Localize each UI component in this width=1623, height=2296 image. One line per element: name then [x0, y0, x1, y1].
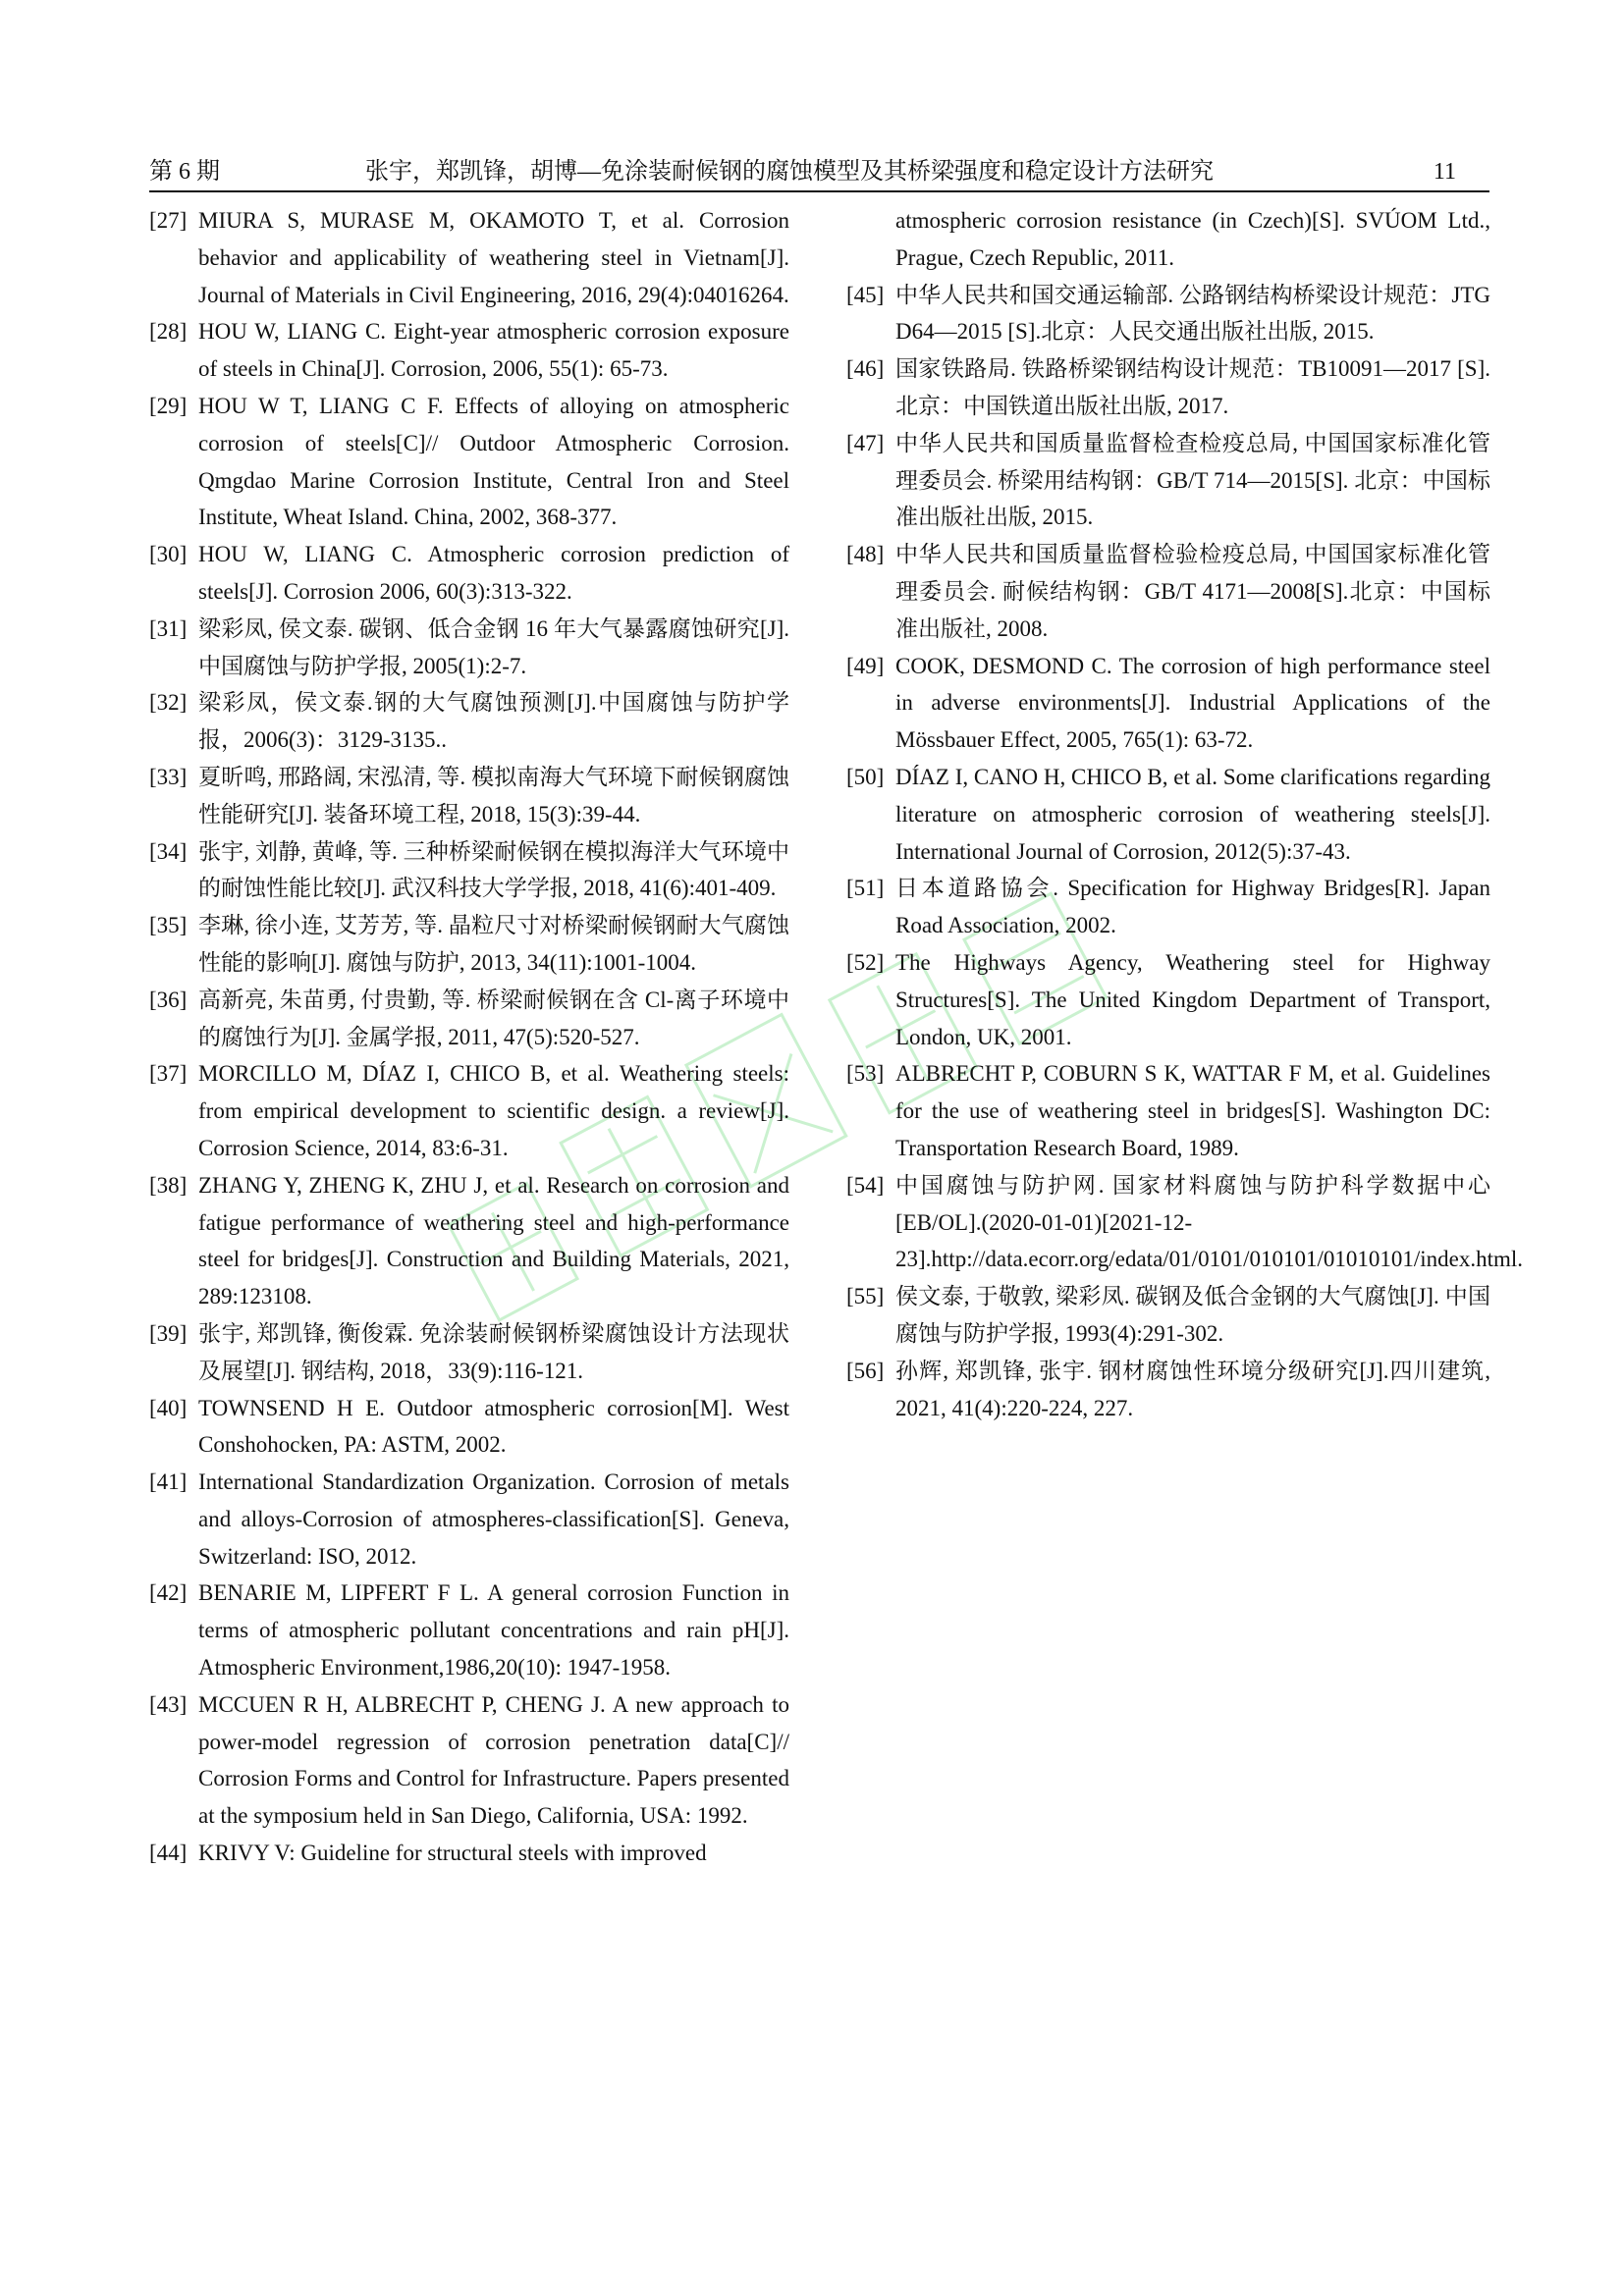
reference-entry: [846, 1278, 1490, 1353]
reference-entry: [149, 202, 789, 313]
reference-text: ALBRECHT P, COBURN S K, WATTAR F M, et al. Guidelines for the use of weathering steel in bridges[S]. Washington DC: Transportation Research Board, 1989.: [895, 1061, 1490, 1160]
reference-entry: [149, 833, 789, 908]
reference-44-continuation: atmospheric corrosion resistance (in Czech)[S]. SVÚOM Ltd., Prague, Czech Republic, 2011.: [895, 208, 1490, 270]
reference-number: [45]: [846, 282, 885, 307]
reference-entry: [846, 870, 1490, 944]
reference-number: [30]: [149, 542, 188, 567]
reference-number: [33]: [149, 764, 188, 789]
reference-entry: [149, 1835, 789, 1872]
reference-text: HOU W, LIANG C. Eight-year atmospheric corrosion exposure of steels in China[J]. Corrosion, 2006, 55(1): 65-73.: [198, 319, 789, 382]
reference-entry: [149, 1055, 789, 1166]
reference-entry: [149, 907, 789, 982]
reference-number: [36]: [149, 987, 188, 1012]
reference-number: [47]: [846, 430, 885, 455]
reference-text: BENARIE M, LIPFERT F L. A general corrosion Function in terms of atmospheric pollutant concentrations and rain pH[J]. Atmospheric Environment,1986,20(10): 1947-1958.: [198, 1580, 789, 1681]
reference-text: 梁彩凤, 侯文泰. 碳钢、低合金钢 16 年大气暴露腐蚀研究[J].中国腐蚀与防护学报, 2005(1):2-7.: [198, 615, 789, 678]
reference-number: [52]: [846, 949, 885, 975]
reference-number: [29]: [149, 393, 188, 418]
reference-number: [51]: [846, 876, 885, 901]
issue-label: 第 6 期: [149, 159, 220, 185]
reference-text: 侯文泰, 于敬敦, 梁彩凤. 碳钢及低合金钢的大气腐蚀[J]. 中国腐蚀与防护学报, 1993(4):291-302.: [895, 1284, 1490, 1346]
reference-number: [35]: [149, 913, 188, 938]
reference-number: [28]: [149, 319, 188, 345]
reference-entry: [846, 1167, 1524, 1278]
reference-number: [53]: [846, 1061, 885, 1087]
reference-text: HOU W T, LIANG C F. Effects of alloying on atmospheric corrosion of steels[C]// Outdoor Atmospheric Corrosion. Qmgdao Marine Corrosion Institute, Central Iron and Steel Institute, Wheat Island. China, 2002, 368-377.: [198, 393, 789, 530]
reference-entry: [846, 944, 1490, 1055]
reference-text: 夏昕鸣, 邢路阔, 宋泓清, 等. 模拟南海大气环境下耐候钢腐蚀性能研究[J]. 装备环境工程, 2018, 15(3):39-44.: [198, 764, 789, 827]
reference-entry: [846, 536, 1490, 647]
reference-text: MIURA S, MURASE M, OKAMOTO T, et al. Corrosion behavior and applicability of weathering steel in Vietnam[J]. Journal of Materials in Civil Engineering, 2016, 29(4):04016264.: [198, 208, 789, 307]
reference-text: HOU W, LIANG C. Atmospheric corrosion prediction of steels[J]. Corrosion 2006, 60(3):313-322.: [198, 542, 789, 604]
reference-text: 李琳, 徐小连, 艾芳芳, 等. 晶粒尺寸对桥梁耐候钢耐大气腐蚀性能的影响[J]. 腐蚀与防护, 2013, 34(11):1001-1004.: [198, 913, 789, 975]
reference-text: 梁彩凤，侯文泰.钢的大气腐蚀预测[J].中国腐蚀与防护学报，2006(3)：3129-3135..: [198, 690, 789, 753]
reference-entry: [846, 350, 1490, 425]
running-title: 张宇，郑凯锋，胡博—免涂装耐候钢的腐蚀模型及其桥梁强度和稳定设计方法研究: [365, 159, 1214, 185]
reference-entry: [149, 1575, 789, 1685]
running-header: [149, 155, 1489, 192]
reference-text: 中华人民共和国质量监督检验检疫总局, 中国国家标准化管理委员会. 耐候结构钢：GB/T 4171—2008[S].北京：中国标准出版社, 2008.: [895, 542, 1490, 641]
reference-entry: [846, 277, 1490, 351]
reference-text: International Standardization Organization. Corrosion of metals and alloys-Corrosion of atmospheres-classification[S]. Geneva, Switzerland: ISO, 2012.: [198, 1469, 789, 1569]
reference-text: DÍAZ I, CANO H, CHICO B, et al. Some clarifications regarding literature on atmospheric corrosion of weathering steels[J]. International Journal of Corrosion, 2012(5):37-43.: [895, 764, 1490, 864]
reference-entry: [846, 425, 1490, 536]
reference-text: MORCILLO M, DÍAZ I, CHICO B, et al. Weathering steels: from empirical development to scientific design. a review[J]. Corrosion Science, 2014, 83:6-31.: [198, 1061, 789, 1160]
reference-entry: [149, 982, 789, 1056]
reference-number: [40]: [149, 1395, 188, 1420]
reference-number: [46]: [846, 356, 885, 382]
reference-text: The Highways Agency, Weathering steel for Highway Structures[S]. The United Kingdom Department of Transport, London, UK, 2001.: [895, 949, 1490, 1049]
reference-number: [31]: [149, 615, 188, 641]
reference-entry: [149, 1167, 789, 1315]
page-number: 11: [1433, 159, 1456, 185]
reference-entry: [149, 388, 789, 536]
reference-entry: [149, 1315, 789, 1390]
reference-number: [50]: [846, 764, 885, 789]
reference-number: [34]: [149, 838, 188, 864]
reference-text: COOK, DESMOND C. The corrosion of high performance steel in adverse environments[J]. Industrial Applications of the Mössbauer Effect, 2005, 765(1): 63-72.: [895, 653, 1490, 753]
reference-entry: [149, 1464, 789, 1575]
reference-entry: [846, 648, 1490, 759]
reference-entry: [149, 611, 789, 685]
reference-number: [55]: [846, 1284, 885, 1309]
reference-entry: [846, 1055, 1490, 1166]
reference-text: MCCUEN R H, ALBRECHT P, CHENG J. A new approach to power-model regression of corrosion penetration data[C]// Corrosion Forms and Control for Infrastructure. Papers presented at the symposium held in San Diego, California, USA: 1992.: [198, 1691, 789, 1829]
left-column: [149, 202, 789, 1872]
reference-number: [43]: [149, 1691, 188, 1717]
reference-text: ZHANG Y, ZHENG K, ZHU J, et al. Research on corrosion and fatigue performance of weathering steel and high-performance steel for bridges[J]. Construction and Building Materials, 2021, 289:123108.: [198, 1172, 789, 1309]
reference-text: 中华人民共和国交通运输部. 公路钢结构桥梁设计规范：JTG D64—2015 [S].北京：人民交通出版社出版, 2015.: [895, 282, 1490, 345]
reference-number: [37]: [149, 1061, 188, 1087]
reference-number: [39]: [149, 1320, 188, 1346]
reference-text: 中国腐蚀与防护网. 国家材料腐蚀与防护科学数据中心 [EB/OL].(2020-01-01)[2021-12-23].http://data.ecorr.org/edata/01/0101/010101/01010101/index.html.: [895, 1172, 1524, 1272]
reference-text: 高新亮, 朱苗勇, 付贵勤, 等. 桥梁耐候钢在含 Cl-离子环境中的腐蚀行为[J]. 金属学报, 2011, 47(5):520-527.: [198, 987, 789, 1049]
reference-entry: [846, 759, 1490, 870]
reference-text: 日本道路協会. Specification for Highway Bridges[R]. Japan Road Association, 2002.: [895, 876, 1490, 938]
reference-entry: [149, 1390, 789, 1465]
reference-entry: [846, 1353, 1490, 1427]
reference-number: [56]: [846, 1358, 885, 1383]
reference-entry: [149, 1686, 789, 1835]
reference-number: [48]: [846, 542, 885, 567]
right-column: [846, 202, 1524, 1426]
reference-text: 国家铁路局. 铁路桥梁钢结构设计规范：TB10091—2017 [S].北京：中国铁道出版社出版, 2017.: [895, 356, 1490, 418]
reference-text: TOWNSEND H E. Outdoor atmospheric corrosion[M]. West Conshohocken, PA: ASTM, 2002.: [198, 1395, 789, 1458]
reference-entry: [149, 536, 789, 611]
reference-text: 张宇, 郑凯锋, 衡俊霖. 免涂装耐候钢桥梁腐蚀设计方法现状及展望[J]. 钢结构, 2018，33(9):116-121.: [198, 1320, 789, 1383]
reference-text: 中华人民共和国质量监督检查检疫总局, 中国国家标准化管理委员会. 桥梁用结构钢：GB/T 714—2015[S]. 北京：中国标准出版社出版, 2015.: [895, 430, 1490, 530]
reference-number: [54]: [846, 1172, 885, 1198]
reference-entry: [149, 684, 789, 759]
reference-number: [49]: [846, 653, 885, 678]
reference-number: [42]: [149, 1580, 188, 1606]
reference-entry: [149, 313, 789, 388]
reference-number: [38]: [149, 1172, 188, 1198]
reference-text: 张宇, 刘静, 黄峰, 等. 三种桥梁耐候钢在模拟海洋大气环境中的耐蚀性能比较[J]. 武汉科技大学学报, 2018, 41(6):401-409.: [198, 838, 789, 901]
reference-number: [44]: [149, 1841, 188, 1866]
reference-number: [27]: [149, 208, 188, 233]
reference-number: [32]: [149, 690, 188, 716]
reference-text: 孙辉, 郑凯锋, 张宇. 钢材腐蚀性环境分级研究[J].四川建筑, 2021, 41(4):220-224, 227.: [895, 1358, 1490, 1420]
reference-number: [41]: [149, 1469, 188, 1495]
reference-entry: [149, 759, 789, 833]
reference-text: KRIVY V: Guideline for structural steels with improved: [198, 1841, 707, 1866]
